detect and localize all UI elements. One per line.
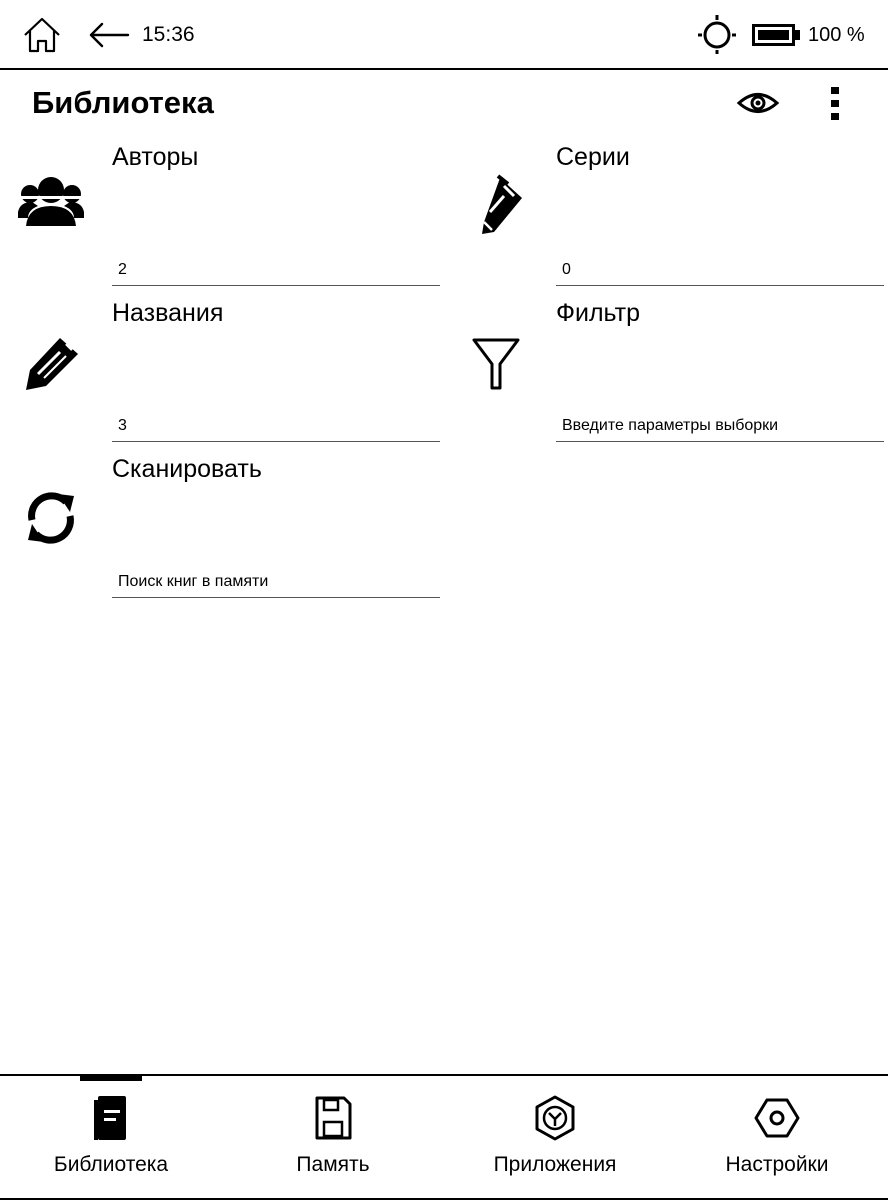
active-tab-indicator	[80, 1076, 142, 1081]
tile-subtitle: 2	[112, 258, 440, 286]
settings-hex-icon	[754, 1092, 800, 1144]
page-title: Библиотека	[32, 85, 214, 120]
nav-label: Настройки	[725, 1153, 829, 1176]
tile-subtitle: Поиск книг в памяти	[112, 570, 440, 598]
tile-series[interactable]	[444, 142, 884, 292]
clock-time: 15:36	[142, 23, 195, 46]
tile-titles[interactable]	[0, 298, 440, 448]
tile-title: Фильтр	[556, 299, 640, 327]
nav-storage[interactable]	[222, 1090, 444, 1196]
refresh-icon	[16, 486, 86, 548]
tile-authors[interactable]	[0, 142, 440, 292]
storage-floppy-icon	[310, 1092, 356, 1144]
filter-icon	[460, 330, 530, 392]
nav-library[interactable]	[0, 1090, 222, 1196]
tile-subtitle: Введите параметры выборки	[556, 414, 884, 442]
tile-subtitle: 3	[112, 414, 440, 442]
nav-apps[interactable]	[444, 1090, 666, 1196]
tile-title: Серии	[556, 143, 630, 171]
back-arrow-icon[interactable]	[88, 20, 130, 50]
nav-label: Приложения	[493, 1153, 617, 1176]
battery-icon	[752, 24, 802, 46]
library-book-icon	[88, 1092, 134, 1144]
titles-pencil-icon	[16, 330, 86, 392]
bottom-navigation	[0, 1074, 888, 1200]
apps-icon	[532, 1092, 578, 1144]
eye-icon[interactable]	[736, 88, 780, 118]
more-vertical-icon[interactable]	[820, 84, 850, 124]
status-bar	[0, 0, 888, 70]
home-icon[interactable]	[22, 16, 62, 54]
tile-title: Сканировать	[112, 455, 262, 483]
nav-settings[interactable]	[666, 1090, 888, 1196]
tile-filter[interactable]	[444, 298, 884, 448]
nav-label: Память	[296, 1153, 370, 1176]
tile-subtitle: 0	[556, 258, 884, 286]
nav-label: Библиотека	[53, 1153, 169, 1176]
battery-percent: 100 %	[808, 24, 865, 46]
tile-title: Авторы	[112, 143, 199, 171]
tile-scan[interactable]	[0, 454, 440, 604]
tile-title: Названия	[112, 299, 224, 327]
series-pencil-icon	[460, 174, 530, 236]
authors-icon	[16, 174, 86, 236]
frontlight-icon[interactable]	[696, 13, 738, 55]
